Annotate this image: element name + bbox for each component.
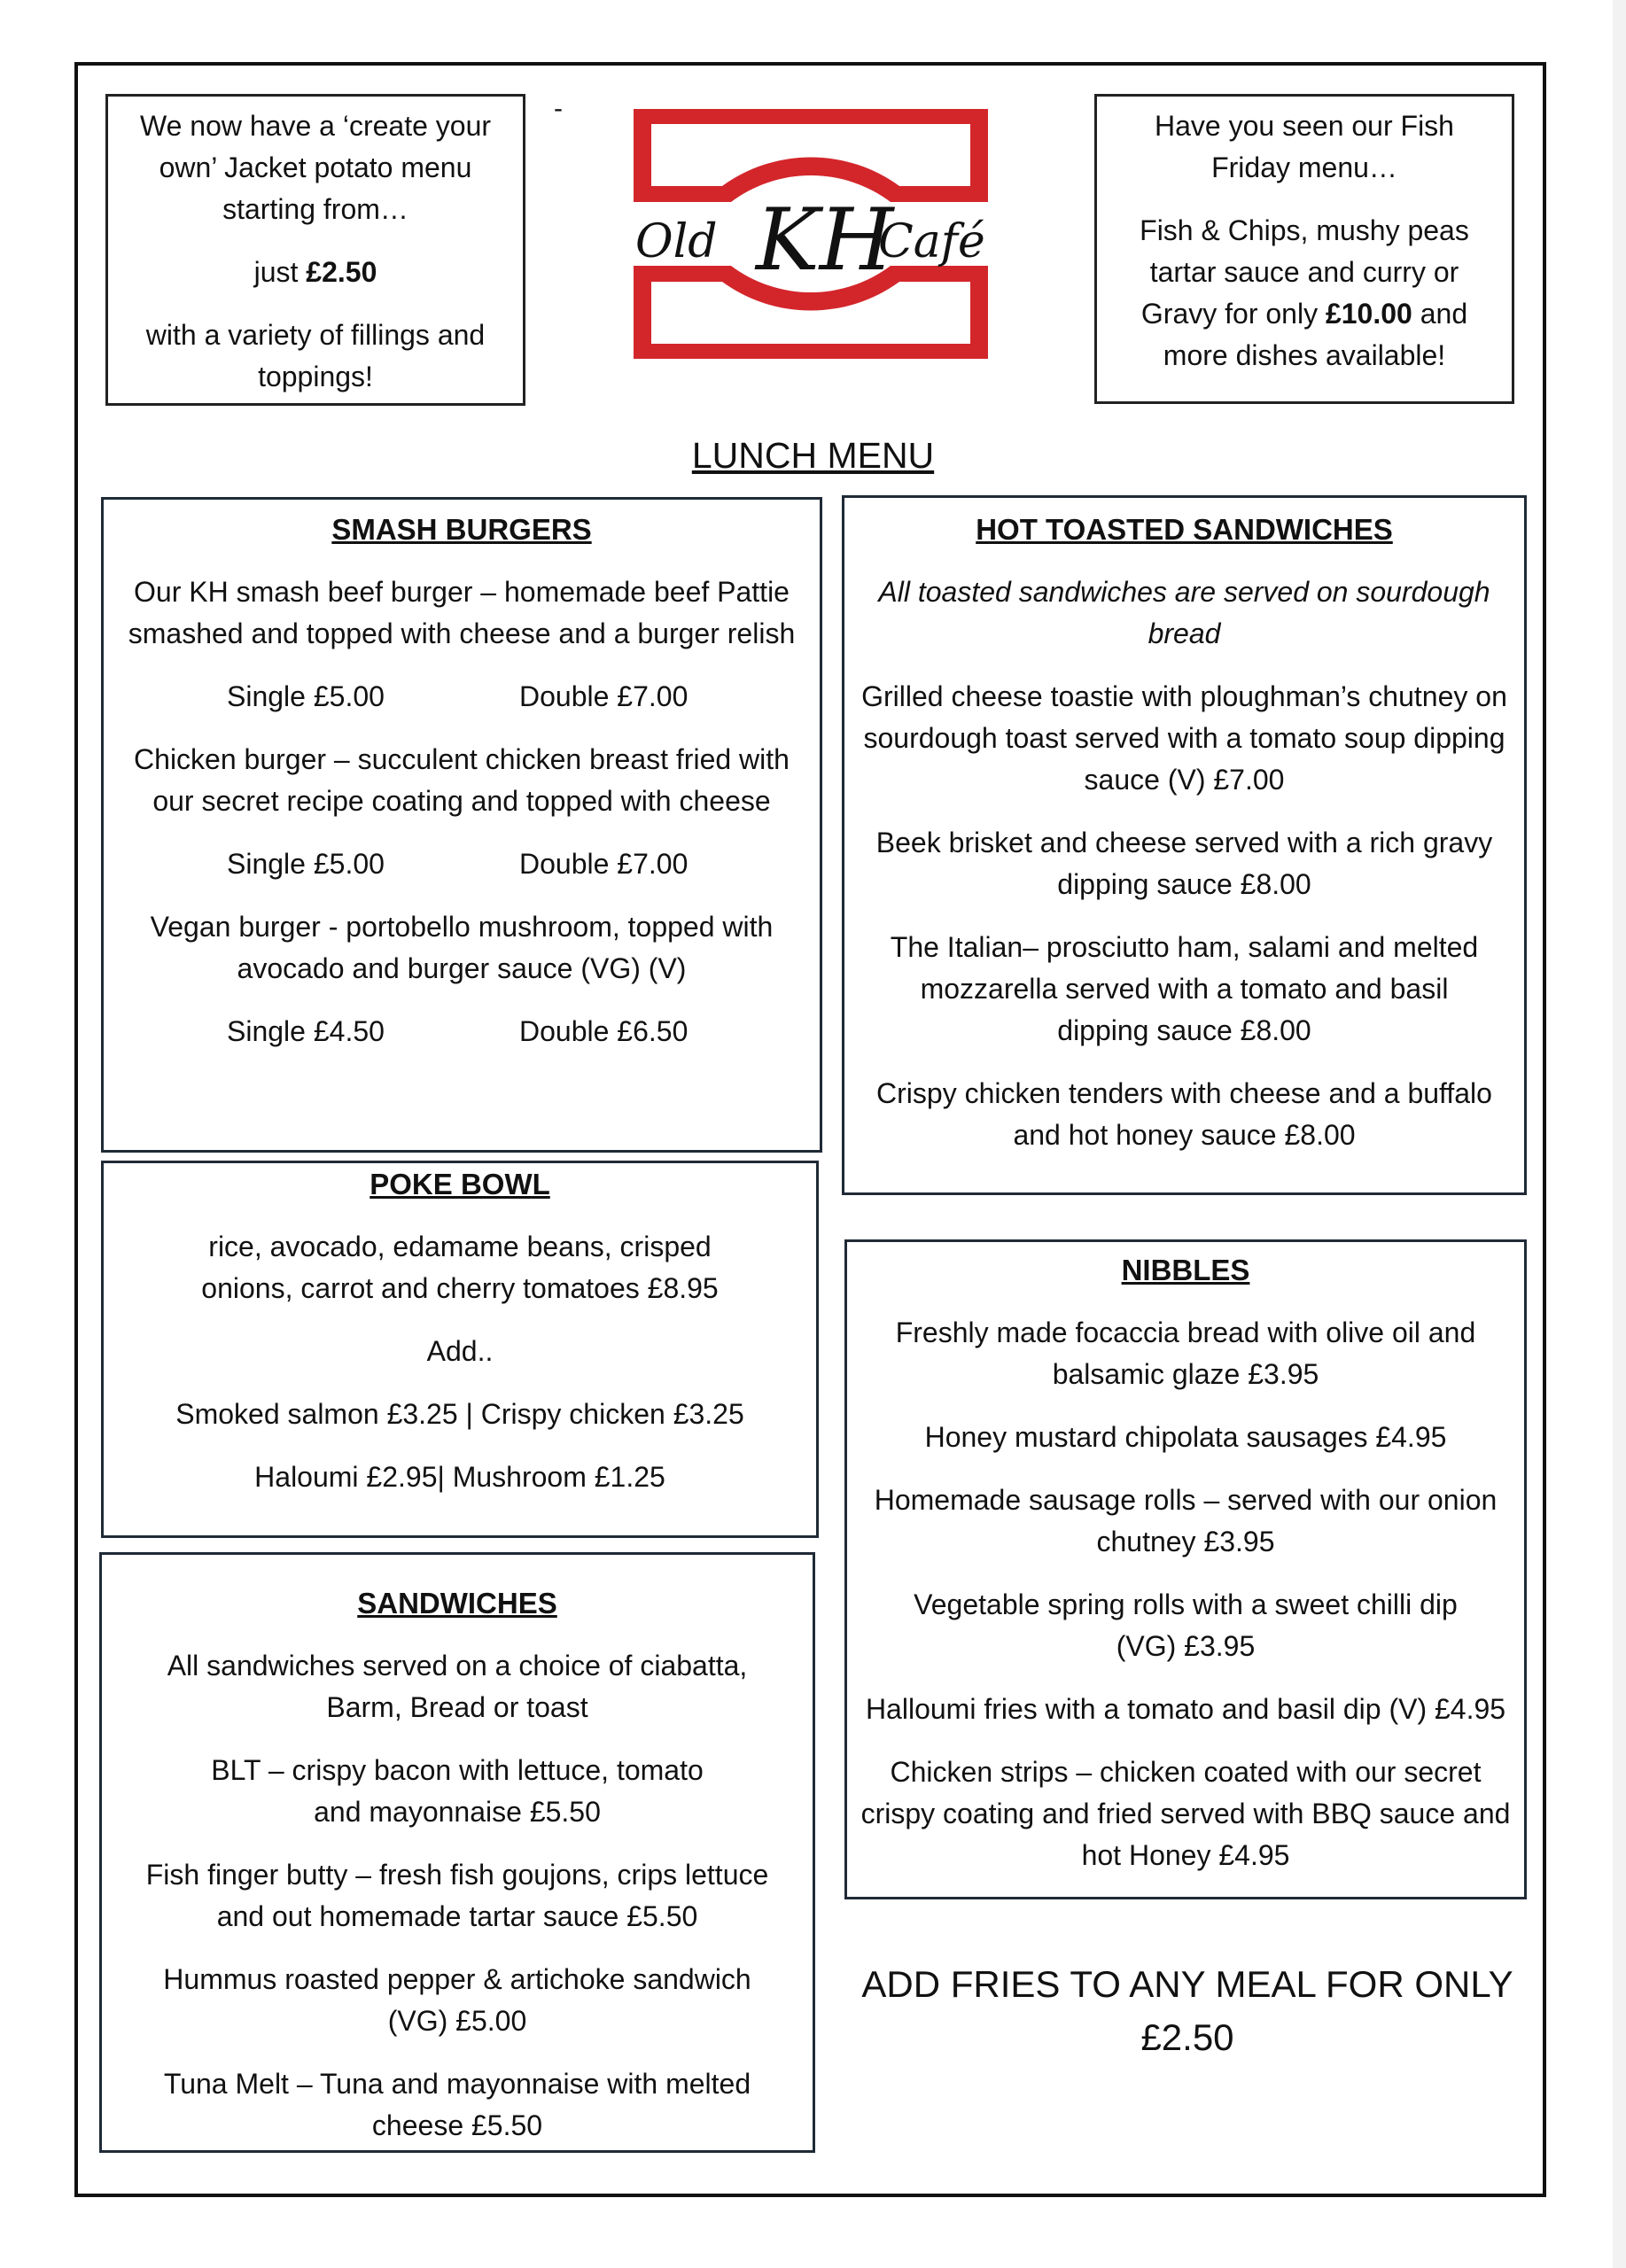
price-prefix: just	[253, 256, 307, 288]
poke-addon: Haloumi £2.95| Mushroom £1.25	[254, 1461, 665, 1493]
old-kh-cafe-logo	[625, 105, 997, 363]
page-title: LUNCH MENU	[691, 435, 935, 476]
hot-toasted-title: HOT TOASTED SANDWICHES	[976, 513, 1393, 546]
sandwich-item: All sandwiches served on a choice of ciabatta, Barm, Bread or toast	[167, 1650, 748, 1723]
poke-add-label: Add..	[426, 1335, 494, 1367]
jacket-potato-promo	[105, 94, 525, 406]
toasted-item: Crispy chicken tenders with cheese and a buffalo and hot honey sauce £8.00	[876, 1077, 1492, 1151]
burger-desc: Our KH smash beef burger – homemade beef Pattie smashed and topped with cheese and a burger relish	[128, 576, 796, 649]
nibble-item: Chicken strips – chicken coated with our secret crispy coating and fried served with BBQ sauce and hot Honey £4.95	[860, 1756, 1511, 1871]
double-price: Double £7.00	[519, 680, 689, 712]
sandwich-item: Fish finger butty – fresh fish goujons, crips lettuce and out homemade tartar sauce £5.50	[145, 1859, 769, 1932]
burger-desc: Vegan burger - portobello mushroom, topped with avocado and burger sauce (VG) (V)	[150, 911, 774, 984]
fish-friday-price: £10.00	[1325, 298, 1412, 330]
burger-price-row	[107, 676, 816, 718]
fish-friday-promo	[1094, 94, 1514, 404]
fries-price: £2.50	[1140, 2016, 1234, 2058]
logo-text-kh: KH	[756, 190, 894, 290]
nibble-item: Halloumi fries with a tomato and basil dip (V) £4.95	[865, 1693, 1506, 1725]
poke-bowl-section	[101, 1161, 819, 1538]
poke-bowl-desc: rice, avocado, edamame beans, crisped onions, carrot and cherry tomatoes £8.95	[201, 1231, 719, 1304]
toasted-item: The Italian– prosciutto ham, salami and melted mozzarella served with a tomato and basil dipping sauce £8.00	[890, 931, 1479, 1046]
poke-bowl-title: POKE BOWL	[370, 1168, 550, 1200]
fish-friday-heading: Have you seen our Fish Friday menu…	[1155, 110, 1454, 183]
sandwiches-title: SANDWICHES	[357, 1587, 557, 1619]
hot-toasted-intro: All toasted sandwiches are served on sourdough bread	[878, 576, 1490, 649]
stray-dash: -	[554, 94, 563, 123]
jacket-promo-price	[135, 252, 496, 293]
jacket-promo-text: We now have a ‘create your own’ Jacket potato menu starting from…	[139, 110, 492, 225]
sandwiches-section	[99, 1552, 815, 2153]
logo-text-old: Old	[635, 215, 718, 268]
nibble-item: Homemade sausage rolls – served with our onion chutney £3.95	[874, 1484, 1498, 1557]
add-fries-note	[843, 1958, 1532, 2064]
nibble-item: Vegetable spring rolls with a sweet chilli dip (VG) £3.95	[914, 1588, 1458, 1662]
logo-text-cafe: Café	[878, 215, 985, 268]
burger-price-row	[107, 843, 816, 885]
nibble-item: Freshly made focaccia bread with olive oil and balsamic glaze £3.95	[895, 1317, 1476, 1390]
toasted-item: Beek brisket and cheese served with a rich gravy dipping sauce £8.00	[875, 827, 1493, 900]
burger-desc: Chicken burger – succulent chicken breast fried with our secret recipe coating and topped with cheese	[134, 743, 790, 817]
sandwich-item: Hummus roasted pepper & artichoke sandwich (VG) £5.00	[163, 1963, 751, 2037]
fish-body-suffix: and more dishes available!	[1163, 298, 1468, 371]
toasted-item: Grilled cheese toastie with ploughman’s chutney on sourdough toast served with a tomato soup dipping sauce (V) £7.00	[861, 680, 1507, 796]
single-price: Single £4.50	[227, 1015, 385, 1047]
double-price: Double £7.00	[519, 848, 689, 880]
burger-price-row	[107, 1011, 816, 1052]
jacket-price: £2.50	[306, 256, 377, 288]
poke-addon: Smoked salmon £3.25 | Crispy chicken £3.25	[175, 1398, 744, 1430]
nibbles-title: NIBBLES	[1121, 1254, 1250, 1286]
hot-toasted-section	[842, 495, 1527, 1195]
nibble-item: Honey mustard chipolata sausages £4.95	[924, 1421, 1447, 1453]
smash-burgers-title: SMASH BURGERS	[331, 513, 592, 546]
fries-line: ADD FRIES TO ANY MEAL FOR ONLY	[861, 1963, 1513, 2005]
double-price: Double £6.50	[519, 1015, 689, 1047]
sandwich-item: BLT – crispy bacon with lettuce, tomato and mayonnaise £5.50	[211, 1754, 704, 1828]
nibbles-section	[844, 1239, 1527, 1899]
fish-body-prefix: Fish & Chips, mushy peas tartar sauce and curry or Gravy for only	[1140, 214, 1469, 330]
single-price: Single £5.00	[227, 680, 385, 712]
jacket-promo-fillings: with a variety of fillings and toppings!	[145, 319, 486, 392]
smash-burgers-section	[101, 497, 822, 1153]
single-price: Single £5.00	[227, 848, 385, 880]
sandwich-item: Tuna Melt – Tuna and mayonnaise with melted cheese £5.50	[163, 2068, 751, 2141]
fish-friday-body	[1124, 210, 1485, 377]
